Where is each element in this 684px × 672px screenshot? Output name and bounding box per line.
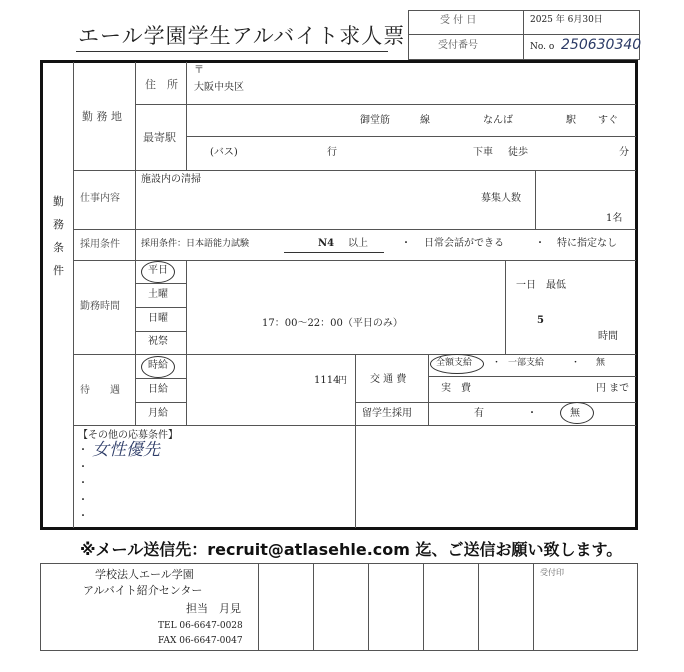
section-label-3: 条 bbox=[53, 241, 64, 254]
hourly-circle bbox=[141, 356, 175, 378]
footer-org2: アルバイト紹介センター bbox=[83, 584, 203, 597]
intl-dot: ・ bbox=[527, 408, 537, 419]
footer-org1: 学校法人エール学園 bbox=[95, 568, 194, 581]
section-column-line bbox=[73, 62, 74, 528]
requirements-level-suffix: 以上 bbox=[348, 238, 368, 249]
label-column-line bbox=[135, 62, 136, 425]
job-label: 仕事内容 bbox=[80, 193, 120, 204]
hours-min-divider bbox=[505, 260, 506, 354]
station-suffix: 駅 bbox=[566, 115, 576, 126]
walk-label: 徒歩 bbox=[508, 147, 528, 158]
footer-tel: TEL 06-6647-0028 bbox=[158, 621, 243, 631]
requirements-label: 採用条件 bbox=[80, 239, 120, 250]
receipt-number-prefix: No. o bbox=[530, 42, 555, 52]
requirements-dot1: ・ bbox=[401, 238, 411, 249]
transport-dot1: ・ bbox=[492, 358, 502, 368]
transport-full: 全額支給 bbox=[436, 358, 473, 368]
sublabel-line-bottom bbox=[186, 260, 187, 425]
hours-label: 勤務時間 bbox=[80, 301, 120, 312]
email-notice: ※メール送信先：recruit@atlasehle.com 迄、ご送信お願い致します。 bbox=[80, 540, 623, 559]
receipt-date-value: 2025 年 6月30日 bbox=[530, 15, 603, 25]
other-item-2: ・ bbox=[78, 462, 88, 473]
hours-min-value: 5 bbox=[537, 315, 544, 326]
receipt-divider bbox=[408, 34, 640, 35]
line-suffix: 線 bbox=[420, 115, 430, 126]
footer-receipt-stamp: 受付印 bbox=[540, 568, 564, 577]
pay-daily: 日給 bbox=[148, 384, 168, 395]
footer-col-5 bbox=[478, 563, 479, 651]
day-holiday: 祝祭 bbox=[148, 336, 168, 347]
actual-label: 実 費 bbox=[441, 383, 471, 394]
get-off-label: 下車 bbox=[473, 147, 493, 158]
address-value: 大阪中央区 bbox=[194, 82, 244, 93]
row-line-job bbox=[73, 229, 636, 230]
day-weekday: 平日 bbox=[148, 265, 168, 276]
footer-col-1 bbox=[258, 563, 259, 651]
sublabel-line-top bbox=[186, 62, 187, 170]
receipt-number-value: 250630340 bbox=[561, 37, 642, 53]
address-label: 住 所 bbox=[145, 78, 178, 91]
pay-amount-unit: 円 bbox=[338, 376, 348, 386]
line-name: 御堂筋 bbox=[360, 115, 390, 126]
other-handwritten: 女性優先 bbox=[92, 440, 160, 460]
footer-fax: FAX 06-6647-0047 bbox=[158, 636, 243, 646]
postal-mark: 〒 bbox=[194, 65, 204, 76]
pay-monthly: 月給 bbox=[148, 408, 168, 419]
bus-bound: 行 bbox=[327, 147, 337, 158]
walk-time: すぐ bbox=[598, 115, 618, 126]
job-content: 施設内の清掃 bbox=[141, 174, 201, 185]
transport-full-circle bbox=[430, 354, 484, 374]
other-item-3: ・ bbox=[78, 478, 88, 489]
transport-line-2 bbox=[355, 402, 636, 403]
hours-time: 17：00～22：00（平日のみ） bbox=[262, 318, 403, 329]
work-location-label: 勤 務 地 bbox=[82, 110, 122, 123]
recruit-divider bbox=[535, 170, 536, 229]
intl-yes: 有 bbox=[474, 408, 484, 419]
hours-min-unit: 時間 bbox=[598, 331, 618, 342]
recruit-count: 1名 bbox=[606, 213, 623, 224]
day-saturday: 土曜 bbox=[148, 289, 168, 300]
pay-sub-divider bbox=[428, 354, 429, 425]
pay-mid-divider bbox=[355, 354, 356, 528]
station-name: なんば bbox=[483, 115, 513, 126]
other-item-4: ・ bbox=[78, 495, 88, 506]
other-item-5: ・ bbox=[78, 511, 88, 522]
transport-none: 無 bbox=[596, 358, 606, 368]
pay-hourly: 時給 bbox=[148, 360, 168, 371]
receipt-vdivider bbox=[523, 10, 524, 60]
actual-suffix: 円 まで bbox=[596, 383, 630, 394]
footer-col-3 bbox=[368, 563, 369, 651]
receipt-date-label: 受 付 日 bbox=[440, 15, 477, 26]
transport-line-1 bbox=[428, 376, 636, 377]
transport-partial: 一部支給 bbox=[508, 358, 545, 368]
other-item-1: ・ bbox=[78, 445, 88, 456]
intl-no-circle bbox=[560, 402, 594, 424]
footer-col-2 bbox=[313, 563, 314, 651]
pay-line-2 bbox=[135, 402, 186, 403]
pay-amount: 1114 bbox=[314, 375, 340, 386]
weekday-circle bbox=[141, 261, 175, 283]
bus-label: (バス) bbox=[210, 147, 238, 158]
other-label: 【その他の応募条件】 bbox=[78, 430, 178, 441]
transport-dot2: ・ bbox=[571, 358, 581, 368]
address-line bbox=[135, 104, 636, 105]
requirements-underline bbox=[284, 252, 384, 253]
requirements-conversation: 日常会話ができる bbox=[424, 238, 504, 249]
day-line-2 bbox=[135, 307, 186, 308]
footer-contact: 担当 月見 bbox=[186, 602, 241, 615]
footer-col-6 bbox=[533, 563, 534, 651]
recruit-label: 募集人数 bbox=[481, 193, 521, 204]
requirements-dot2: ・ bbox=[535, 238, 545, 249]
day-line-1 bbox=[135, 283, 186, 284]
row-line-location bbox=[73, 170, 636, 171]
requirements-prefix: 採用条件：日本語能力試験 bbox=[141, 239, 250, 249]
section-label-4: 件 bbox=[53, 264, 64, 277]
requirements-level: N4 bbox=[318, 238, 335, 249]
day-sunday: 日曜 bbox=[148, 313, 168, 324]
title-underline bbox=[76, 51, 388, 52]
hours-min-label: 一日 最低 bbox=[516, 280, 566, 291]
pay-line-1 bbox=[135, 378, 186, 379]
section-label-1: 勤 bbox=[53, 195, 64, 208]
day-line-3 bbox=[135, 331, 186, 332]
intl-no: 無 bbox=[570, 408, 580, 419]
minutes-label: 分 bbox=[619, 147, 629, 158]
section-label-2: 務 bbox=[53, 218, 64, 231]
receipt-number-label: 受付番号 bbox=[438, 40, 478, 51]
station-mid-line bbox=[186, 136, 636, 137]
footer-col-4 bbox=[423, 563, 424, 651]
station-label: 最寄駅 bbox=[143, 131, 176, 144]
pay-label: 待 遇 bbox=[80, 385, 120, 396]
form-title: エール学園学生アルバイト求人票 bbox=[78, 24, 406, 48]
requirements-other: 特に指定なし bbox=[557, 238, 617, 249]
intl-label: 留学生採用 bbox=[362, 408, 412, 419]
transport-label: 交 通 費 bbox=[370, 374, 407, 385]
